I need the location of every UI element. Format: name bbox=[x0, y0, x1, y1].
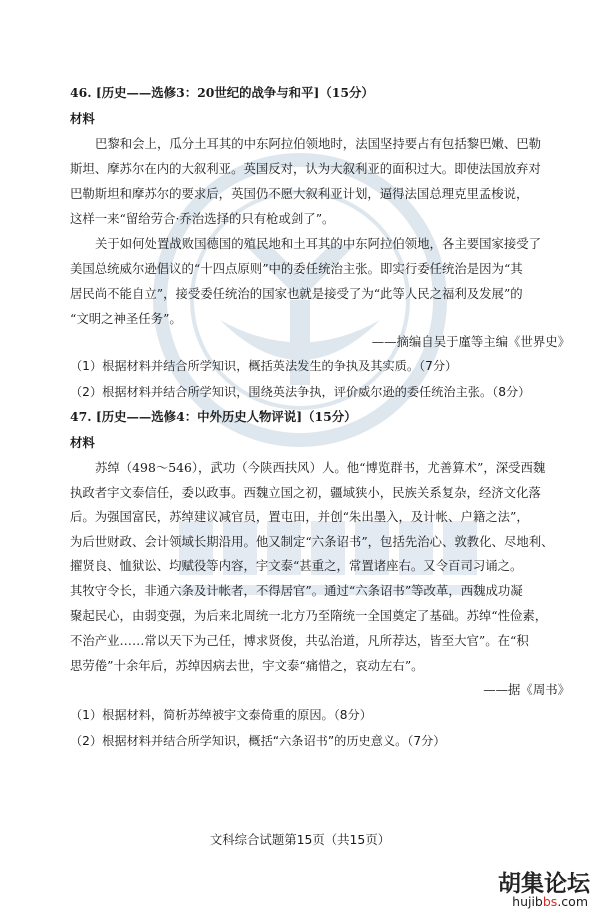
q47-paragraph-line: 后。为强国富民，苏绰建议减官员，置屯田，并创“朱出墨入，及计帐、户籍之法”， bbox=[70, 509, 529, 524]
site-url-suffix: .com bbox=[557, 894, 588, 909]
q47-question-2: （2）根据材料并结合所学知识，概括“六条诏书”的历史意义。（7分） bbox=[70, 734, 446, 748]
q47-paragraph-line: 擢贤良、恤狱讼、均赋役等内容，宇文泰“甚重之，常置诸座右。又令百司习诵之。 bbox=[70, 558, 523, 573]
q46-paragraph-line: 关于如何处置战败国德国的殖民地和土耳其的中东阿拉伯领地，各主要国家接受了 bbox=[95, 236, 542, 251]
q47-paragraph-line: 聚起民心，由弱变强，为后来北周统一北方乃至隋统一全国奠定了基础。苏绰“性俭素， bbox=[70, 608, 548, 623]
q47-material-label: 材料 bbox=[70, 435, 95, 450]
q47-paragraph-line: 其牧守令长，非通六条及计帐者，不得居官”。通过“六条诏书”等改革，西魏成功凝 bbox=[70, 583, 523, 598]
q46-paragraph-line: 巴黎和会上，瓜分土耳其的中东阿拉伯领地时，法国坚持要占有包括黎巴嫩、巴勒 bbox=[95, 136, 542, 151]
site-url-accent: bs bbox=[542, 894, 558, 909]
site-name: 胡集论坛 bbox=[498, 871, 590, 897]
q46-paragraph-line: 这样一来“留给劳合·乔治选择的只有枪或剑了”。 bbox=[70, 211, 335, 226]
q46-paragraph-line: “文明之神圣任务”。 bbox=[70, 311, 182, 326]
q46-source: ——摘编自吴于廑等主编《世界史》 bbox=[371, 334, 570, 349]
q47-source: ——据《周书》 bbox=[483, 682, 570, 697]
q46-title: 46. [历史——选修3：20世纪的战争与和平]（15分） bbox=[70, 85, 374, 100]
page-footer: 文科综合试题第15页（共15页） bbox=[209, 832, 391, 847]
q47-title: 47. [历史——选修4：中外历史人物评说]（15分） bbox=[70, 409, 357, 424]
q47-question-1: （1）根据材料，简析苏绰被宇文泰倚重的原因。（8分） bbox=[70, 708, 372, 722]
site-url-prefix: hujib bbox=[512, 894, 543, 909]
q47-paragraph-line: 不治产业……常以天下为己任，博求贤俊，共弘治道，凡所荐达，皆至大官”。在“积 bbox=[70, 633, 529, 648]
q46-material-label: 材料 bbox=[70, 111, 95, 126]
q46-question-2: （2）根据材料并结合所学知识，围绕英法争执，评价威尔逊的委任统治主张。（8分） bbox=[70, 385, 531, 399]
q47-paragraph-line: 苏绰（498～546），武功（今陕西扶风）人。他“博览群书，尤善算术”，深受西魏 bbox=[95, 460, 546, 475]
q46-paragraph-line: 居民尚不能自立”，接受委任统治的国家也就是接受了为“此等人民之福利及发展”的 bbox=[70, 286, 523, 301]
q46-paragraph-line: 美国总统威尔逊倡议的“十四点原则”中的委任统治主张。即实行委任统治是因为“其 bbox=[70, 261, 523, 276]
q46-paragraph-line: 斯坦、摩苏尔在内的大叙利亚。英国反对，认为大叙利亚的面积过大。即使法国放弃对 bbox=[70, 161, 541, 176]
q47-paragraph-line: 为后世财政、会计领域长期沿用。他又制定“六条诏书”，包括先治心、敦教化、尽地利、 bbox=[70, 534, 554, 549]
q46-question-1: （1）根据材料并结合所学知识，概括英法发生的争执及其实质。（7分） bbox=[70, 359, 458, 373]
q47-paragraph-line: 思劳倦”十余年后，苏绰因病去世，宇文泰“痛惜之，哀动左右”。 bbox=[70, 658, 424, 673]
q47-paragraph-line: 执政者宇文泰信任，委以政事。西魏立国之初，疆域狭小，民族关系复杂，经济文化落 bbox=[70, 485, 541, 500]
q46-paragraph-line: 巴勒斯坦和摩苏尔的要求后，英国仍不愿大叙利亚计划，逼得法国总理克里孟梭说， bbox=[70, 186, 529, 201]
site-url[interactable] bbox=[512, 894, 588, 909]
